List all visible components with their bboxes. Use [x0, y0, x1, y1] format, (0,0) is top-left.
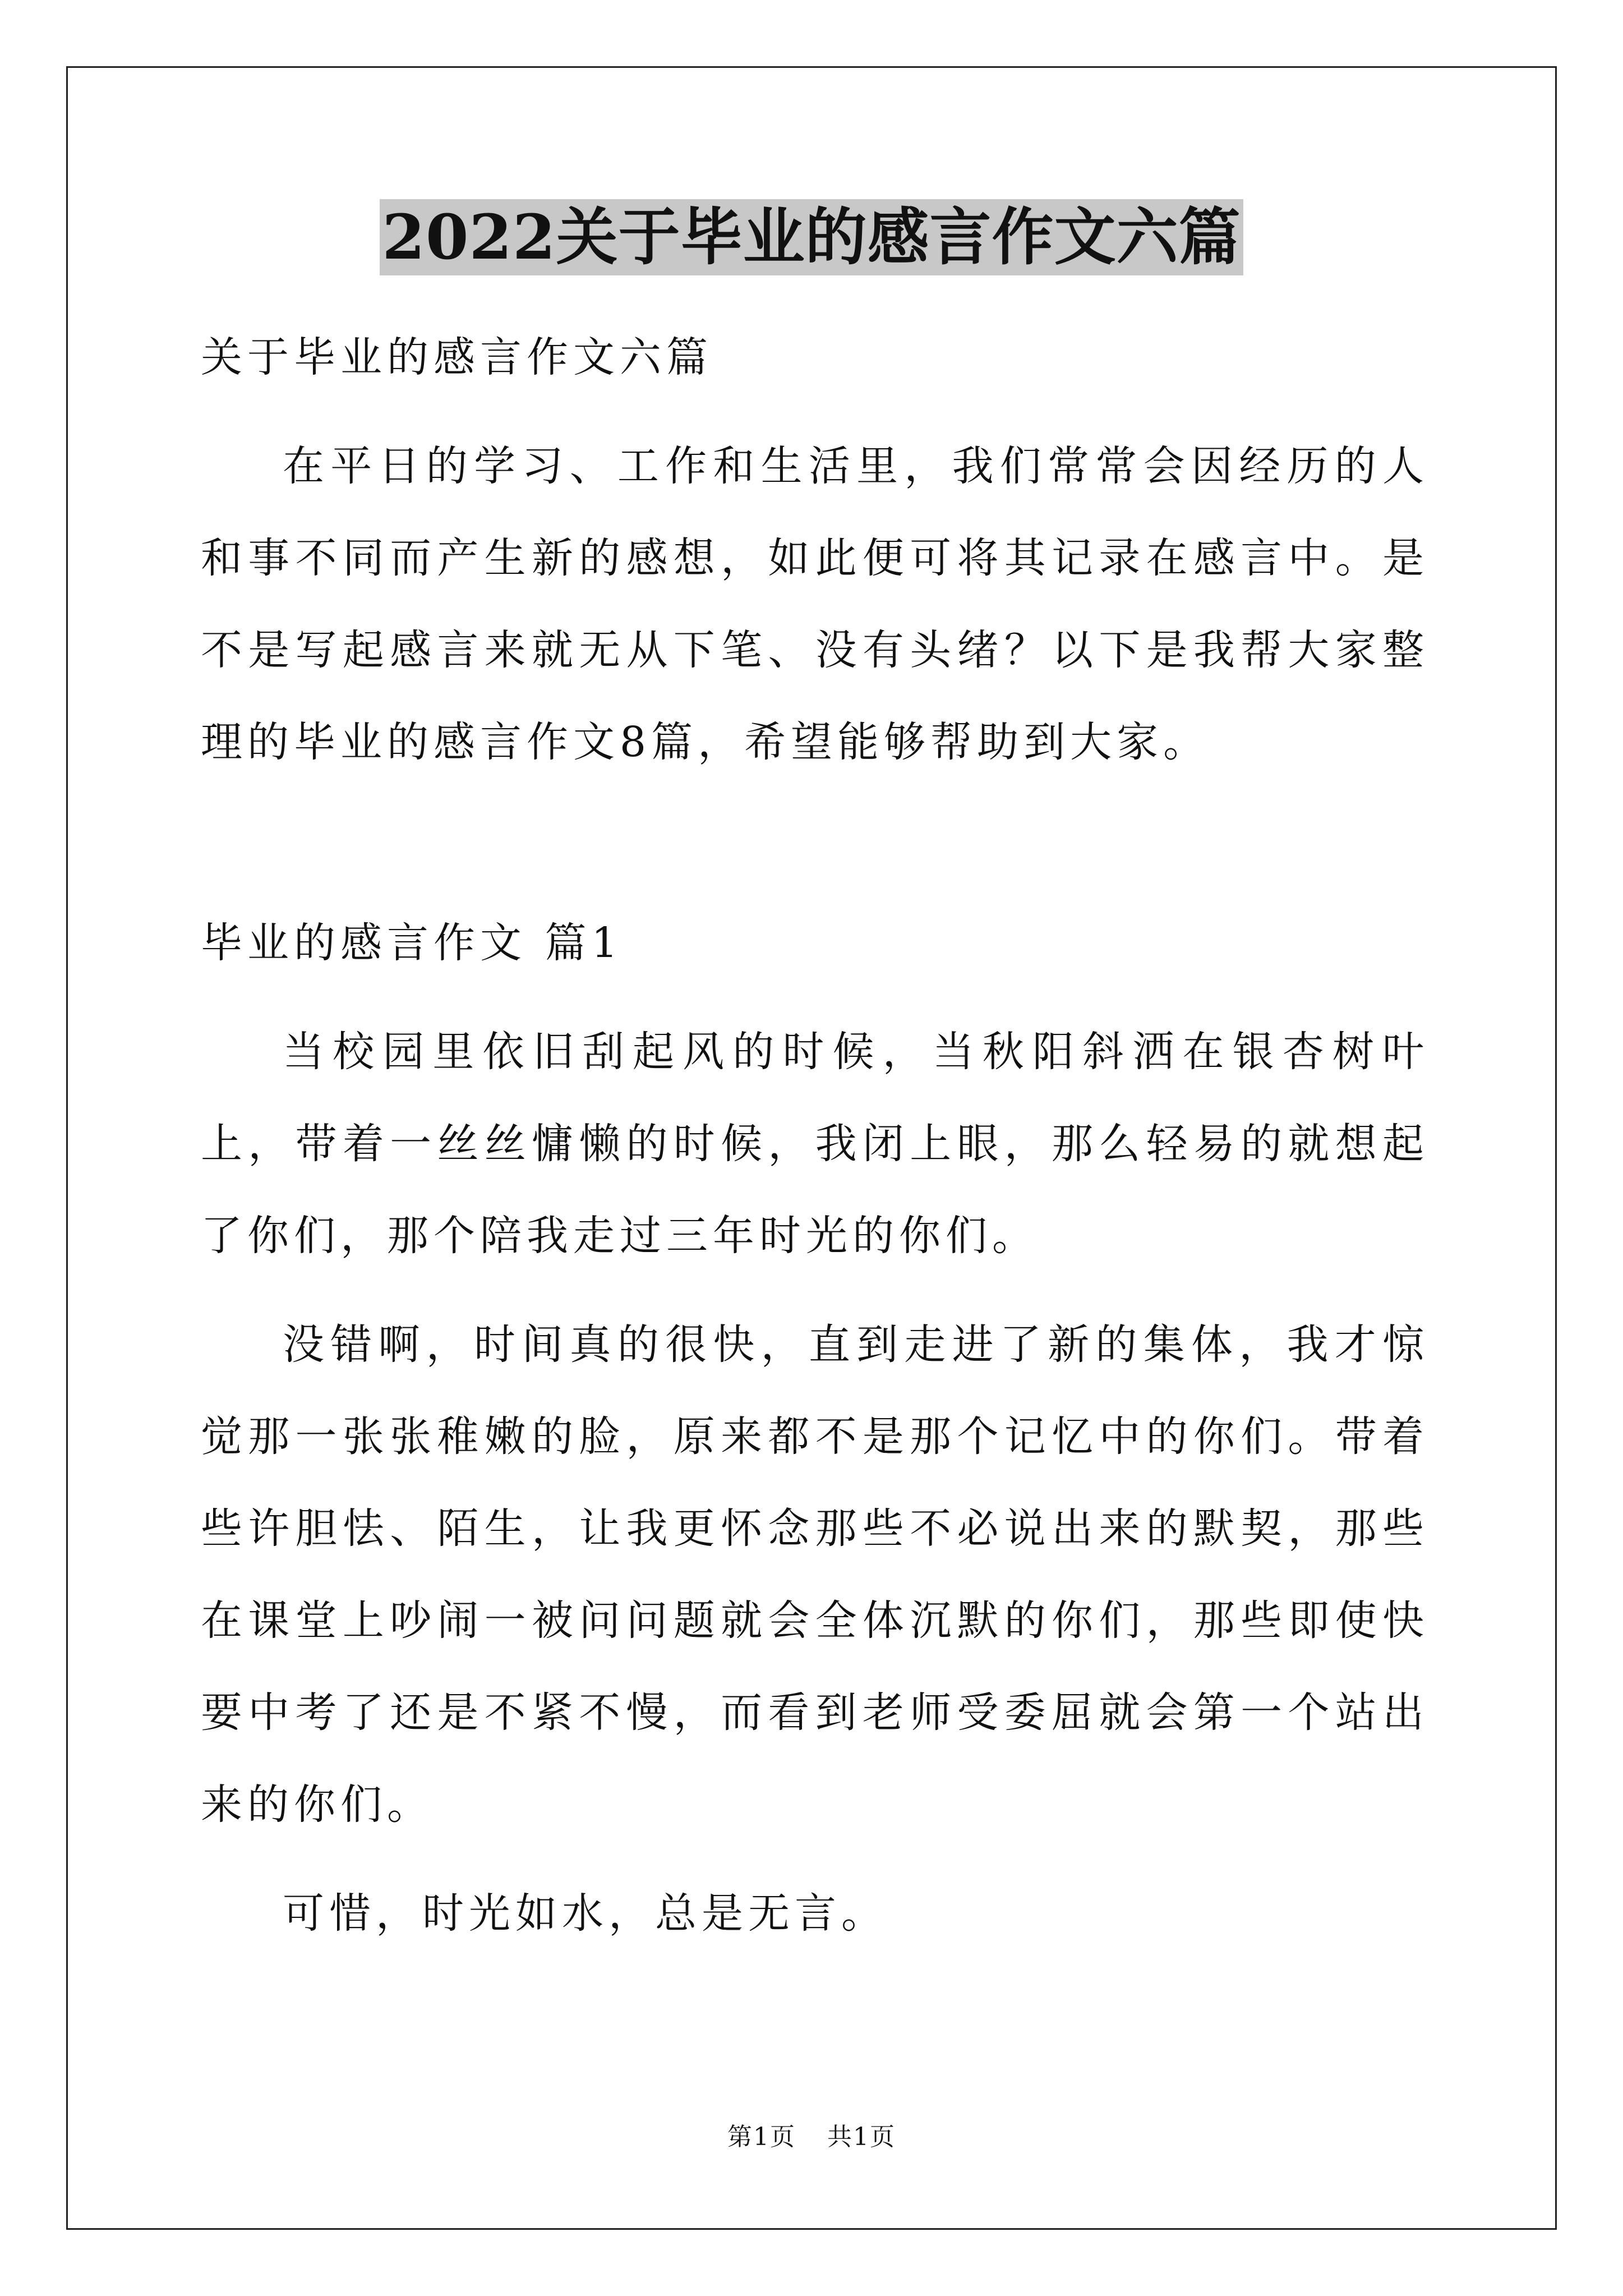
page-footer — [0, 2120, 1623, 2154]
document-body — [201, 311, 1429, 1959]
page-number: 第1页 — [727, 2123, 796, 2151]
section-heading: 毕业的感言作文 篇1 — [201, 919, 623, 967]
body-paragraph-1: 当校园里依旧刮起风的时候，当秋阳斜洒在银杏树叶上，带着一丝丝慵懒的时候，我闭上眼，那么轻易的就想起了你们，那个陪我走过三年时光的你们。 — [201, 1028, 1429, 1260]
page-total: 共1页 — [827, 2123, 896, 2151]
body-paragraph-3: 可惜，时光如水，总是无言。 — [283, 1889, 888, 1938]
document-subtitle: 关于毕业的感言作文六篇 — [201, 333, 713, 381]
document-title: 2022关于毕业的感言作文六篇 — [380, 199, 1243, 275]
body-paragraph-2: 没错啊，时间真的很快，直到走进了新的集体，我才惊觉那一张张稚嫩的脸，原来都不是那个记忆中的你们。带着些许胆怯、陌生，让我更怀念那些不必说出来的默契，那些在课堂上吵闹一被问问题就会全体沉默的你们，那些即使快要中考了还是不紧不慢，而看到老师受委屈就会第一个站出来的你们。 — [201, 1320, 1429, 1829]
section-gap — [201, 788, 1429, 897]
title-container — [0, 199, 1623, 275]
intro-paragraph: 在平日的学习、工作和生活里，我们常常会因经历的人和事不同而产生新的感想，如此便可将其记录在感言中。是不是写起感言来就无从下笔、没有头绪？以下是我帮大家整理的毕业的感言作文8篇，希望能够帮助到大家。 — [201, 442, 1429, 766]
